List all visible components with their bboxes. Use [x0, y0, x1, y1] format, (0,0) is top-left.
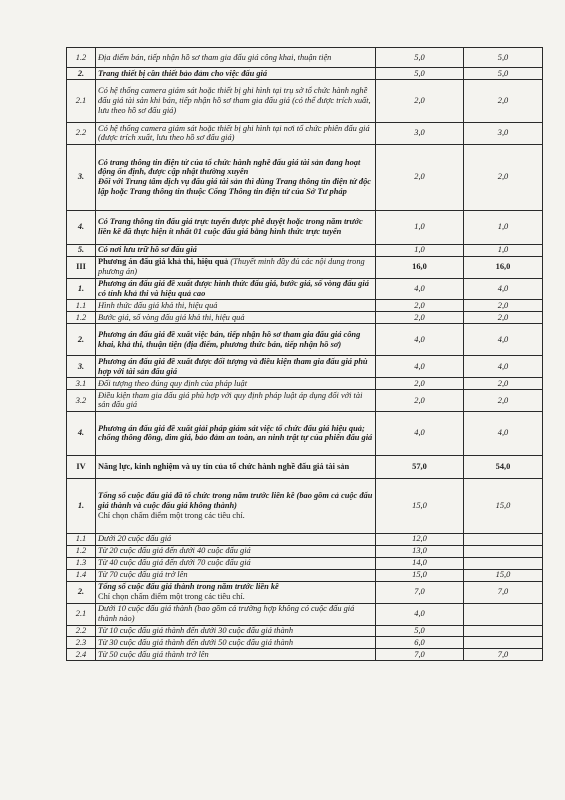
criterion-text: Địa điểm bán, tiếp nhận hồ sơ tham gia đấu giá công khai, thuận tiện: [98, 52, 332, 62]
awarded-score: [464, 625, 543, 637]
criterion-text: Từ 30 cuộc đấu giá thành đến dưới 50 cuộc đấu giá thành: [98, 638, 294, 648]
table-row: [67, 356, 543, 378]
row-number: 1.2: [67, 545, 96, 557]
criterion-cell: [96, 603, 376, 625]
criterion-cell: [96, 455, 376, 478]
awarded-score: 5,0: [464, 48, 543, 68]
row-number: 3.1: [67, 378, 96, 390]
row-number: 3.: [67, 144, 96, 210]
max-score: 5,0: [376, 68, 464, 80]
max-score: 57,0: [376, 455, 464, 478]
criterion-cell: [96, 244, 376, 256]
row-number: 1.2: [67, 48, 96, 68]
max-score: 16,0: [376, 256, 464, 278]
max-score: 12,0: [376, 533, 464, 545]
criterion-instruction: Chỉ chọn chấm điểm một trong các tiêu chí.: [98, 592, 245, 601]
table-row: [67, 48, 543, 68]
table-row: [67, 244, 543, 256]
max-score: 2,0: [376, 390, 464, 412]
criterion-text: Điều kiện tham gia đấu giá phù hợp với quy định pháp luật áp dụng đối với tài sản đấu giá: [98, 390, 363, 410]
row-number: 1.2: [67, 312, 96, 324]
criterion-text: Có trang thông tin điện tử của tổ chức hành nghề đấu giá tài sản đang hoạt động ổn định, được cập nhật thường xuyên: [98, 157, 361, 177]
max-score: 4,0: [376, 603, 464, 625]
row-number: 2.: [67, 68, 96, 80]
row-number: 4.: [67, 210, 96, 244]
awarded-score: 15,0: [464, 569, 543, 581]
criterion-cell: [96, 256, 376, 278]
criterion-text: Từ 70 cuộc đấu giá trở lên: [98, 570, 188, 580]
awarded-score: 2,0: [464, 390, 543, 412]
max-score: 4,0: [376, 356, 464, 378]
table-row: [67, 256, 543, 278]
awarded-score: 2,0: [464, 79, 543, 122]
table-row: [67, 79, 543, 122]
criterion-cell: [96, 210, 376, 244]
criterion-cell: [96, 533, 376, 545]
awarded-score: 54,0: [464, 455, 543, 478]
criterion-cell: [96, 637, 376, 649]
awarded-score: 7,0: [464, 649, 543, 661]
table-row: [67, 390, 543, 412]
criterion-cell: [96, 356, 376, 378]
row-number: 2.: [67, 324, 96, 356]
awarded-score: 1,0: [464, 210, 543, 244]
criterion-text: Từ 40 cuộc đấu giá đến dưới 70 cuộc đấu giá: [98, 558, 251, 568]
row-number: 3.2: [67, 390, 96, 412]
max-score: 2,0: [376, 300, 464, 312]
criterion-cell: [96, 649, 376, 661]
row-number: 1.: [67, 278, 96, 300]
criterion-text-extra: Đối với Trung tâm dịch vụ đấu giá tài sản thì dùng Trang thông tin điện tử độc lập hoặc Trang thông tin thuộc Cổng Thông tin điện tử của Sở Tư pháp: [98, 177, 371, 196]
table-row: [67, 144, 543, 210]
awarded-score: [464, 557, 543, 569]
max-score: 7,0: [376, 649, 464, 661]
criterion-cell: [96, 411, 376, 455]
awarded-score: [464, 637, 543, 649]
criterion-cell: [96, 122, 376, 144]
table-row: [67, 411, 543, 455]
criterion-text: Năng lực, kinh nghiệm và uy tín của tổ chức hành nghề đấu giá tài sản: [98, 461, 350, 471]
awarded-score: 5,0: [464, 68, 543, 80]
criterion-text: Có Trang thông tin đấu giá trực tuyến được phê duyệt hoặc trong năm trước liền kề đã thực hiện ít nhất 01 cuộc đấu giá bằng hình thức trực tuyến: [98, 217, 363, 237]
scoring-table-body: [67, 48, 543, 661]
row-number: 5.: [67, 244, 96, 256]
max-score: 4,0: [376, 411, 464, 455]
row-number: 1.: [67, 478, 96, 533]
criterion-cell: [96, 278, 376, 300]
row-number: 2.2: [67, 625, 96, 637]
criterion-cell: [96, 378, 376, 390]
criterion-text: Từ 20 cuộc đấu giá đến dưới 40 cuộc đấu giá: [98, 546, 251, 556]
criterion-text: Dưới 10 cuộc đấu giá thành (bao gồm cả trường hợp không có cuộc đấu giá thành nào): [98, 604, 355, 623]
criterion-cell: [96, 581, 376, 603]
criterion-cell: [96, 79, 376, 122]
awarded-score: 2,0: [464, 300, 543, 312]
criterion-text: Phương án đấu giá khả thi, hiệu quả: [98, 257, 229, 267]
row-number: 1.4: [67, 569, 96, 581]
max-score: 13,0: [376, 545, 464, 557]
criterion-text: Tổng số cuộc đấu giá đã tổ chức trong năm trước liền kề (bao gồm cả cuộc đấu giá thành và cuộc đấu giá không thành): [98, 491, 373, 510]
table-row: [67, 603, 543, 625]
awarded-score: 4,0: [464, 356, 543, 378]
max-score: 5,0: [376, 48, 464, 68]
criterion-text: Trang thiết bị cần thiết bảo đảm cho việc đấu giá: [98, 68, 268, 78]
row-number: 1.3: [67, 557, 96, 569]
row-number: III: [67, 256, 96, 278]
max-score: 4,0: [376, 278, 464, 300]
table-row: [67, 649, 543, 661]
max-score: 5,0: [376, 625, 464, 637]
criterion-text: Có hệ thống camera giám sát hoặc thiết bị ghi hình tại trụ sở tổ chức hành nghề đấu giá tài sản khi bán, tiếp nhận hồ sơ tham gia đấu giá (có thể được trích xuất, lưu theo hồ sơ đấu giá): [98, 86, 371, 115]
max-score: 1,0: [376, 210, 464, 244]
criterion-text: Phương án đấu giá đề xuất được đối tượng và điều kiện tham gia đấu giá phù hợp với tài sản đấu giá: [98, 356, 368, 376]
table-row: [67, 68, 543, 80]
awarded-score: 4,0: [464, 411, 543, 455]
row-number: IV: [67, 455, 96, 478]
criterion-cell: [96, 557, 376, 569]
row-number: 2.1: [67, 79, 96, 122]
criterion-text: Phương án đấu giá đề xuất việc bán, tiếp nhận hồ sơ tham gia đấu giá công khai, khả thi, thuận tiện (địa điểm, phương thức bán, tiếp nhận hồ sơ): [98, 329, 361, 349]
row-number: 3.: [67, 356, 96, 378]
table-row: [67, 378, 543, 390]
criterion-text: Có hệ thống camera giám sát hoặc thiết bị ghi hình tại nơi tổ chức phiên đấu giá (được trích xuất, lưu theo hồ sơ đấu giá): [98, 123, 370, 143]
row-number: 1.1: [67, 533, 96, 545]
criterion-text: Đối tượng theo đúng quy định của pháp luật: [98, 378, 248, 388]
criterion-cell: [96, 625, 376, 637]
criterion-text: Dưới 20 cuộc đấu giá: [98, 534, 172, 544]
max-score: 3,0: [376, 122, 464, 144]
awarded-score: 1,0: [464, 244, 543, 256]
row-number: 2.2: [67, 122, 96, 144]
row-number: 2.: [67, 581, 96, 603]
max-score: 14,0: [376, 557, 464, 569]
table-row: [67, 278, 543, 300]
max-score: 2,0: [376, 312, 464, 324]
awarded-score: 4,0: [464, 278, 543, 300]
criterion-instruction: Chỉ chọn chấm điểm một trong các tiêu chí.: [98, 510, 245, 520]
criterion-text: Hình thức đấu giá khả thi, hiệu quả: [98, 300, 218, 310]
awarded-score: 15,0: [464, 478, 543, 533]
criterion-cell: [96, 545, 376, 557]
table-row: [67, 569, 543, 581]
table-row: [67, 557, 543, 569]
max-score: 6,0: [376, 637, 464, 649]
criterion-text: Phương án đấu giá đề xuất giải pháp giám sát việc tổ chức đấu giá hiệu quả; chống thông đồng, dìm giá, bảo đảm an toàn, an ninh trật tự của phiên đấu giá: [98, 423, 373, 443]
awarded-score: 2,0: [464, 312, 543, 324]
criterion-cell: [96, 68, 376, 80]
table-row: [67, 122, 543, 144]
criterion-cell: [96, 478, 376, 533]
row-number: 2.3: [67, 637, 96, 649]
row-number: 4.: [67, 411, 96, 455]
max-score: 1,0: [376, 244, 464, 256]
table-row: [67, 210, 543, 244]
awarded-score: 3,0: [464, 122, 543, 144]
awarded-score: [464, 545, 543, 557]
awarded-score: 7,0: [464, 581, 543, 603]
criterion-text: Bước giá, số vòng đấu giá khả thi, hiệu quả: [98, 312, 245, 322]
max-score: 2,0: [376, 79, 464, 122]
table-row: [67, 637, 543, 649]
table-row: [67, 545, 543, 557]
max-score: 4,0: [376, 324, 464, 356]
awarded-score: [464, 603, 543, 625]
criterion-text: Từ 10 cuộc đấu giá thành đến dưới 30 cuộc đấu giá thành: [98, 626, 294, 636]
table-row: [67, 455, 543, 478]
table-row: [67, 478, 543, 533]
criterion-cell: [96, 48, 376, 68]
criterion-cell: [96, 312, 376, 324]
criterion-cell: [96, 569, 376, 581]
criterion-cell: [96, 324, 376, 356]
awarded-score: 16,0: [464, 256, 543, 278]
awarded-score: 2,0: [464, 378, 543, 390]
criterion-text: Từ 50 cuộc đấu giá thành trở lên: [98, 649, 209, 659]
criterion-text: Có nơi lưu trữ hồ sơ đấu giá: [98, 245, 197, 255]
awarded-score: [464, 533, 543, 545]
table-row: [67, 581, 543, 603]
criterion-cell: [96, 300, 376, 312]
table-row: [67, 625, 543, 637]
scoring-table: [66, 47, 543, 661]
max-score: 2,0: [376, 144, 464, 210]
row-number: 2.4: [67, 649, 96, 661]
table-row: [67, 312, 543, 324]
table-row: [67, 533, 543, 545]
criterion-text: Tổng số cuộc đấu giá thành trong năm trước liền kề: [98, 582, 279, 592]
criterion-text: Phương án đấu giá đề xuất được hình thức đấu giá, bước giá, số vòng đấu giá có tính khả thi và hiệu quả cao: [98, 279, 369, 298]
criterion-cell: [96, 390, 376, 412]
max-score: 7,0: [376, 581, 464, 603]
max-score: 15,0: [376, 569, 464, 581]
row-number: 2.1: [67, 603, 96, 625]
table-row: [67, 324, 543, 356]
max-score: 2,0: [376, 378, 464, 390]
row-number: 1.1: [67, 300, 96, 312]
criterion-note: (Thuyết minh đầy đủ các nội dung trong phương án): [98, 257, 365, 277]
awarded-score: 4,0: [464, 324, 543, 356]
criterion-cell: [96, 144, 376, 210]
awarded-score: 2,0: [464, 144, 543, 210]
max-score: 15,0: [376, 478, 464, 533]
table-row: [67, 300, 543, 312]
